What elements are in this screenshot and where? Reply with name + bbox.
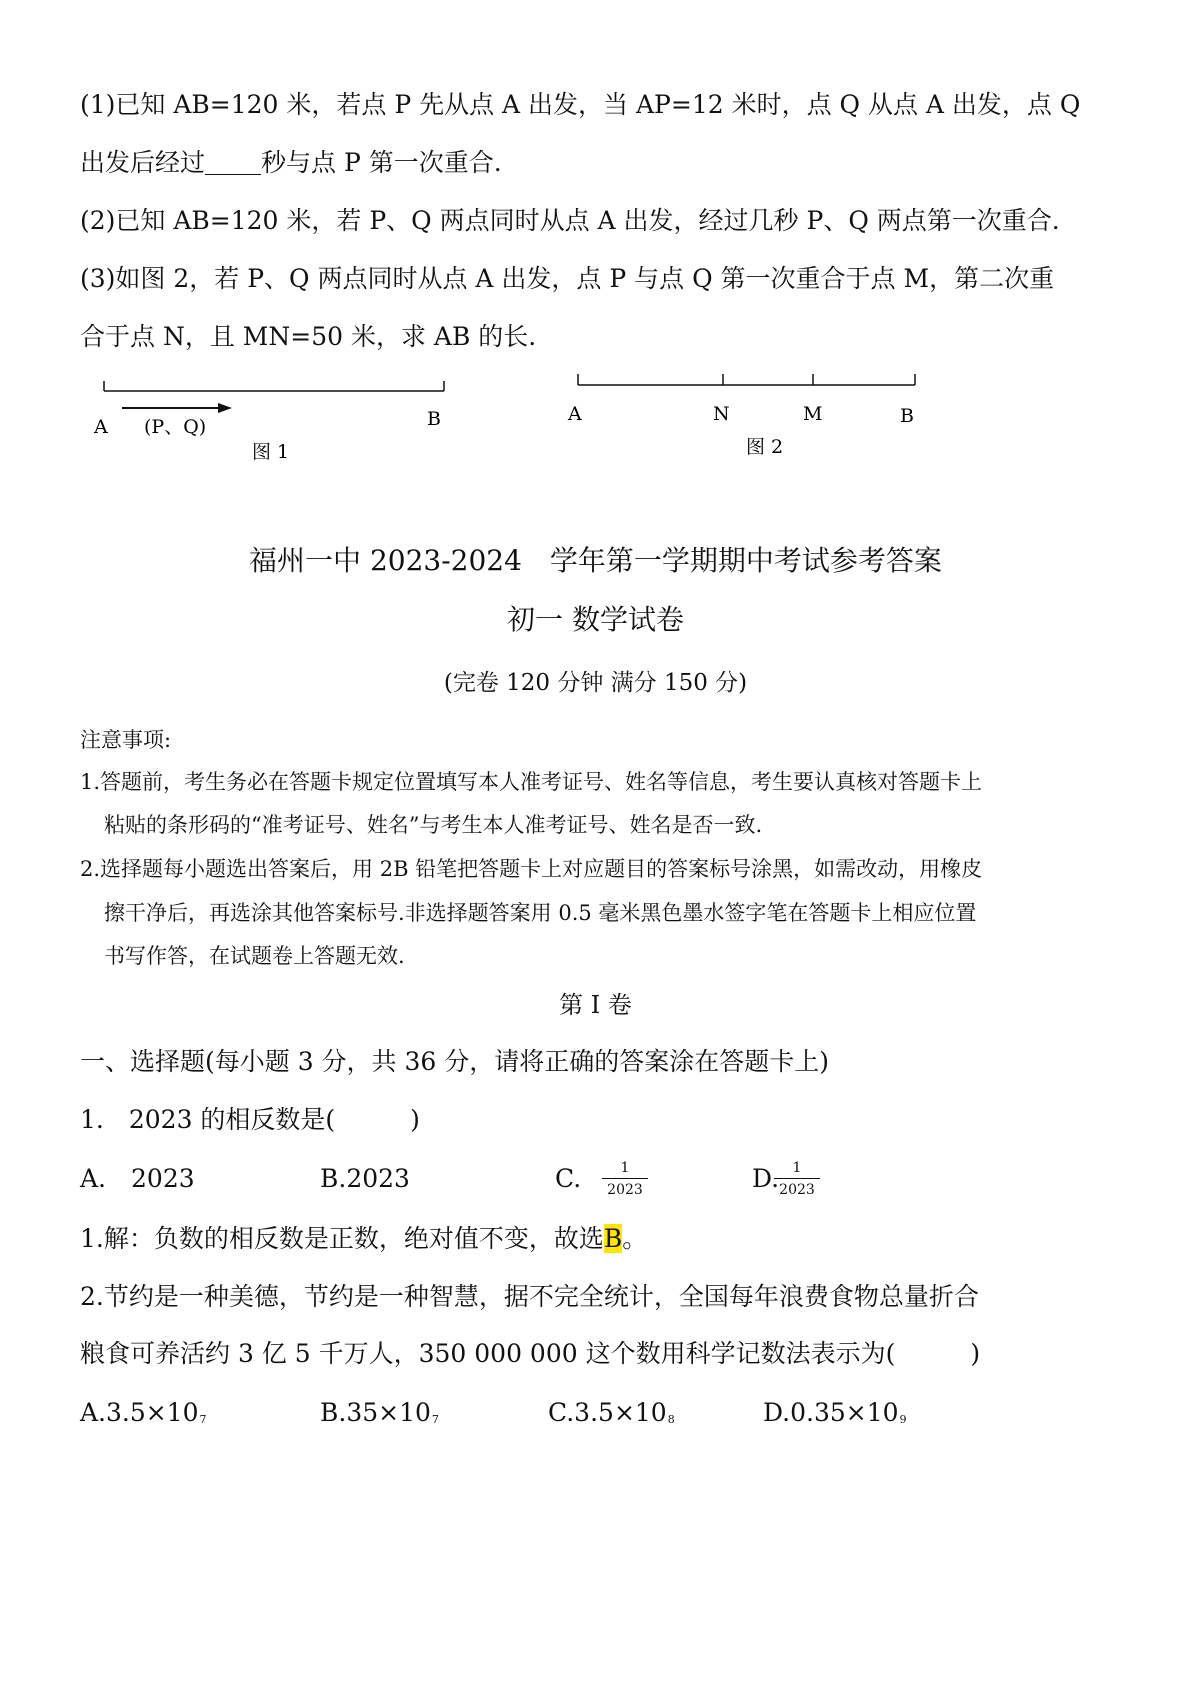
figure-1: [80, 368, 480, 468]
q1-part3-line1: (3)如图 2，若 P、Q 两点同时从点 A 出发，点 P 与点 Q 第一次重合于点 M，第二次重: [80, 264, 1055, 293]
page-subtitle: 初一 数学试卷: [507, 603, 684, 636]
q1-part1-line2-end: 秒与点 P 第一次重合.: [261, 148, 502, 177]
q2-option-b: [320, 1400, 439, 1425]
q1-option-a: A. 2023: [80, 1164, 195, 1193]
arrow-head-icon: [218, 403, 232, 413]
fig2-caption: 图 2: [746, 436, 784, 458]
fraction-denominator: 2023: [602, 1178, 648, 1197]
question-1-stem: 1. 2023 的相反数是( ): [80, 1105, 420, 1134]
question-2-line1: 2.节约是一种美德，节约是一种智慧，据不完全统计，全国每年浪费食物总量折合: [80, 1282, 979, 1311]
notice-item-1-line2: 粘贴的条形码的“准考证号、姓名”与考生本人准考证号、姓名是否一致.: [104, 813, 763, 837]
q1-option-d-fraction: [774, 1161, 820, 1197]
q2-option-c: [548, 1400, 675, 1425]
q1-option-d-label: D.: [752, 1164, 780, 1193]
fig1-caption: 图 1: [252, 441, 290, 463]
q2-option-d: [763, 1400, 907, 1425]
q2-option-a-exponent: 7: [199, 1413, 207, 1426]
q1-part3-line2: 合于点 N，且 MN=50 米，求 AB 的长.: [80, 322, 537, 351]
q2-option-b-exponent: 7: [431, 1413, 439, 1426]
fig2-label-m: M: [803, 403, 823, 425]
q1-option-b: B.2023: [320, 1164, 410, 1193]
q1-option-c-fraction: [602, 1161, 648, 1197]
q1-solution-text: 1.解：负数的相反数是正数，绝对值不变，故选: [80, 1224, 604, 1253]
fraction-numerator: 1: [620, 1160, 630, 1176]
q1-part1-line1: (1)已知 AB=120 米，若点 P 先从点 A 出发，当 AP=12 米时，点 Q 从点 A 出发，点 Q: [80, 90, 1081, 119]
q2-option-b-base: B.35×10: [320, 1398, 431, 1427]
answer-blank: [205, 152, 261, 175]
q1-option-c-label: C.: [555, 1164, 582, 1193]
fraction-numerator: 1: [792, 1160, 802, 1176]
q2-option-c-base: C.3.5×10: [548, 1398, 667, 1427]
exam-duration: (完卷 120 分钟 满分 150 分): [443, 670, 748, 696]
fig1-label-pq: (P、Q): [144, 416, 207, 438]
q1-solution: [80, 1226, 647, 1251]
notice-item-2-line3: 书写作答，在试题卷上答题无效.: [104, 944, 405, 968]
section-heading: 一、选择题(每小题 3 分，共 36 分，请将正确的答案涂在答题卡上): [80, 1047, 830, 1076]
q2-option-a-base: A.3.5×10: [80, 1398, 199, 1427]
fig1-label-a: A: [94, 416, 108, 438]
q2-option-a: [80, 1400, 207, 1425]
question-2-line2: 粮食可养活约 3 亿 5 千万人，350 000 000 这个数用科学记数法表示为( ): [80, 1339, 981, 1368]
q1-part2: (2)已知 AB=120 米，若 P、Q 两点同时从点 A 出发，经过几秒 P、Q 两点第一次重合.: [80, 206, 1060, 235]
fig1-label-b: B: [427, 408, 441, 430]
q2-option-c-exponent: 8: [667, 1413, 675, 1426]
q1-answer-highlight: B: [603, 1224, 623, 1253]
q2-option-d-exponent: 9: [899, 1413, 907, 1426]
page-title: 福州一中 2023-2024 学年第一学期期中考试参考答案: [249, 544, 942, 577]
notice-item-2-line2: 擦干净后，再选涂其他答案标号.非选择题答案用 0.5 毫米黑色墨水签字笔在答题卡上相应位置: [104, 901, 977, 925]
notice-item-2-line1: 2.选择题每小题选出答案后，用 2B 铅笔把答题卡上对应题目的答案标号涂黑，如需改动，用橡皮: [80, 857, 983, 881]
fig2-label-a: A: [568, 403, 582, 425]
fig2-label-b: B: [900, 405, 914, 427]
part-title: 第 I 卷: [559, 991, 632, 1019]
q1-part1-line2: [80, 150, 502, 175]
figure-2: [560, 364, 940, 464]
notice-heading: 注意事项:: [80, 728, 172, 752]
notice-item-1-line1: 1.答题前，考生务必在答题卡规定位置填写本人准考证号、姓名等信息，考生要认真核对答题卡上: [80, 770, 983, 794]
fig2-label-n: N: [713, 403, 730, 425]
fraction-denominator: 2023: [774, 1178, 820, 1197]
q2-option-d-base: D.0.35×10: [763, 1398, 899, 1427]
q1-solution-end: 。: [622, 1224, 648, 1253]
q1-part1-line2-start: 出发后经过: [80, 148, 206, 177]
